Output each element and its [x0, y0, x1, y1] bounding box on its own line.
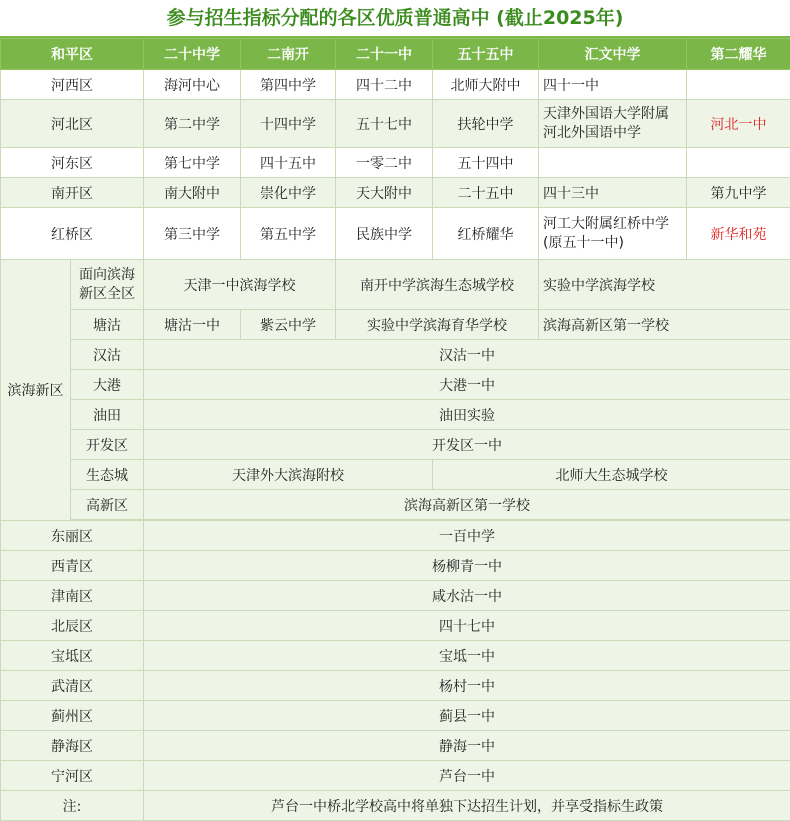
- school-cell: 第七中学: [144, 148, 241, 178]
- school-cell: 第四中学: [241, 70, 336, 100]
- note-row: [1, 791, 790, 821]
- header-cell: 二十一中: [336, 39, 433, 70]
- district-cell: 西青区: [1, 551, 144, 581]
- district-cell: 东丽区: [1, 521, 144, 551]
- school-cell: 汉沽一中: [144, 340, 790, 370]
- header-cell: 汇文中学: [539, 39, 687, 70]
- table-row: [1, 340, 790, 370]
- school-cell: 扶轮中学: [433, 100, 539, 148]
- school-cell: 民族中学: [336, 208, 433, 260]
- school-cell: 油田实验: [144, 400, 790, 430]
- school-cell: 北师大生态城学校: [433, 460, 790, 490]
- subdistrict-cell: [71, 260, 144, 310]
- subdistrict-cell: 生态城: [71, 460, 144, 490]
- school-cell: 红桥耀华: [433, 208, 539, 260]
- school-cell: [687, 148, 790, 178]
- school-cell: 实验中学滨海学校: [539, 260, 790, 310]
- school-cell: 第九中学: [687, 178, 790, 208]
- district-cell: 北辰区: [1, 611, 144, 641]
- subdistrict-cell: 大港: [71, 370, 144, 400]
- district-cell: 宝坻区: [1, 641, 144, 671]
- school-cell: 杨村一中: [144, 671, 790, 701]
- table-row: [1, 70, 790, 100]
- school-cell: 五十七中: [336, 100, 433, 148]
- school-cell: 宝坻一中: [144, 641, 790, 671]
- header-row: [1, 39, 790, 70]
- table-row: [1, 460, 790, 490]
- district-cell: 武清区: [1, 671, 144, 701]
- school-cell: 南开中学滨海生态城学校: [336, 260, 539, 310]
- header-cell: 五十五中: [433, 39, 539, 70]
- district-cell: 静海区: [1, 731, 144, 761]
- school-cell-highlight: 河北一中: [687, 100, 790, 148]
- school-cell: 四十三中: [539, 178, 687, 208]
- subdistrict-cell: 高新区: [71, 490, 144, 520]
- school-cell: 大港一中: [144, 370, 790, 400]
- header-cell: 二十中学: [144, 39, 241, 70]
- binhai-district-cell: 滨海新区: [1, 260, 71, 521]
- school-name-line: (原五十一中): [543, 234, 684, 253]
- school-name-line: 河北外国语中学: [543, 124, 684, 143]
- school-cell: 一百中学: [144, 521, 790, 551]
- table-row: [1, 671, 790, 701]
- school-cell: 杨柳青一中: [144, 551, 790, 581]
- school-table: [0, 38, 790, 821]
- subdistrict-cell: 汉沽: [71, 340, 144, 370]
- table-row: [1, 761, 790, 791]
- school-cell: [539, 148, 687, 178]
- table-row: [1, 611, 790, 641]
- school-cell: 北师大附中: [433, 70, 539, 100]
- subdistrict-label-line: 面向滨海: [73, 266, 141, 285]
- table-row: [1, 581, 790, 611]
- school-cell: 天大附中: [336, 178, 433, 208]
- district-cell: 河北区: [1, 100, 144, 148]
- school-name-line: 天津外国语大学附属: [543, 105, 684, 124]
- subdistrict-cell: 塘沽: [71, 310, 144, 340]
- district-cell: 蓟州区: [1, 701, 144, 731]
- school-cell: 咸水沽一中: [144, 581, 790, 611]
- school-cell: 一零二中: [336, 148, 433, 178]
- table-row: [1, 701, 790, 731]
- school-cell: 第五中学: [241, 208, 336, 260]
- table-row: [1, 400, 790, 430]
- school-cell: 开发区一中: [144, 430, 790, 460]
- district-cell: 南开区: [1, 178, 144, 208]
- school-cell: 十四中学: [241, 100, 336, 148]
- table-row: [1, 370, 790, 400]
- subdistrict-cell: 油田: [71, 400, 144, 430]
- district-cell: 红桥区: [1, 208, 144, 260]
- school-cell: 五十四中: [433, 148, 539, 178]
- school-cell: 四十二中: [336, 70, 433, 100]
- note-label: 注:: [1, 791, 144, 821]
- table-row: [1, 260, 790, 310]
- table-row: [1, 521, 790, 551]
- school-cell: 紫云中学: [241, 310, 336, 340]
- school-cell: [687, 70, 790, 100]
- school-cell: 四十七中: [144, 611, 790, 641]
- school-cell: 天津一中滨海学校: [144, 260, 336, 310]
- school-cell: 四十一中: [539, 70, 687, 100]
- school-cell: 芦台一中: [144, 761, 790, 791]
- table-row: [1, 208, 790, 260]
- table-row: [1, 148, 790, 178]
- table-row: [1, 178, 790, 208]
- school-cell: 实验中学滨海育华学校: [336, 310, 539, 340]
- table-row: [1, 100, 790, 148]
- page-title: 参与招生指标分配的各区优质普通高中 (截止2025年): [0, 0, 790, 38]
- school-name-line: 河工大附属红桥中学: [543, 215, 684, 234]
- school-cell: 滨海高新区第一学校: [144, 490, 790, 520]
- district-cell: 津南区: [1, 581, 144, 611]
- school-cell: 天津外大滨海附校: [144, 460, 433, 490]
- note-text: 芦台一中桥北学校高中将单独下达招生计划，并享受指标生政策: [144, 791, 790, 821]
- school-cell: 第二中学: [144, 100, 241, 148]
- school-cell-highlight: 新华和苑: [687, 208, 790, 260]
- school-cell: 南大附中: [144, 178, 241, 208]
- table-row: [1, 490, 790, 520]
- school-cell: 滨海高新区第一学校: [539, 310, 790, 340]
- school-cell: 四十五中: [241, 148, 336, 178]
- subdistrict-cell: 开发区: [71, 430, 144, 460]
- school-cell: 第三中学: [144, 208, 241, 260]
- table-row: [1, 430, 790, 460]
- school-cell: 二十五中: [433, 178, 539, 208]
- school-cell: 蓟县一中: [144, 701, 790, 731]
- header-cell: 和平区: [1, 39, 144, 70]
- district-cell: 河东区: [1, 148, 144, 178]
- header-cell: 二南开: [241, 39, 336, 70]
- header-cell: 第二耀华: [687, 39, 790, 70]
- table-row: [1, 551, 790, 581]
- table-row: [1, 641, 790, 671]
- school-cell: 静海一中: [144, 731, 790, 761]
- district-cell: 河西区: [1, 70, 144, 100]
- district-cell: 宁河区: [1, 761, 144, 791]
- school-cell: 崇化中学: [241, 178, 336, 208]
- school-cell: [539, 100, 687, 148]
- school-cell: 塘沽一中: [144, 310, 241, 340]
- school-cell: 海河中心: [144, 70, 241, 100]
- subdistrict-label-line: 新区全区: [73, 285, 141, 304]
- table-row: [1, 731, 790, 761]
- table-row: [1, 310, 790, 340]
- school-cell: [539, 208, 687, 260]
